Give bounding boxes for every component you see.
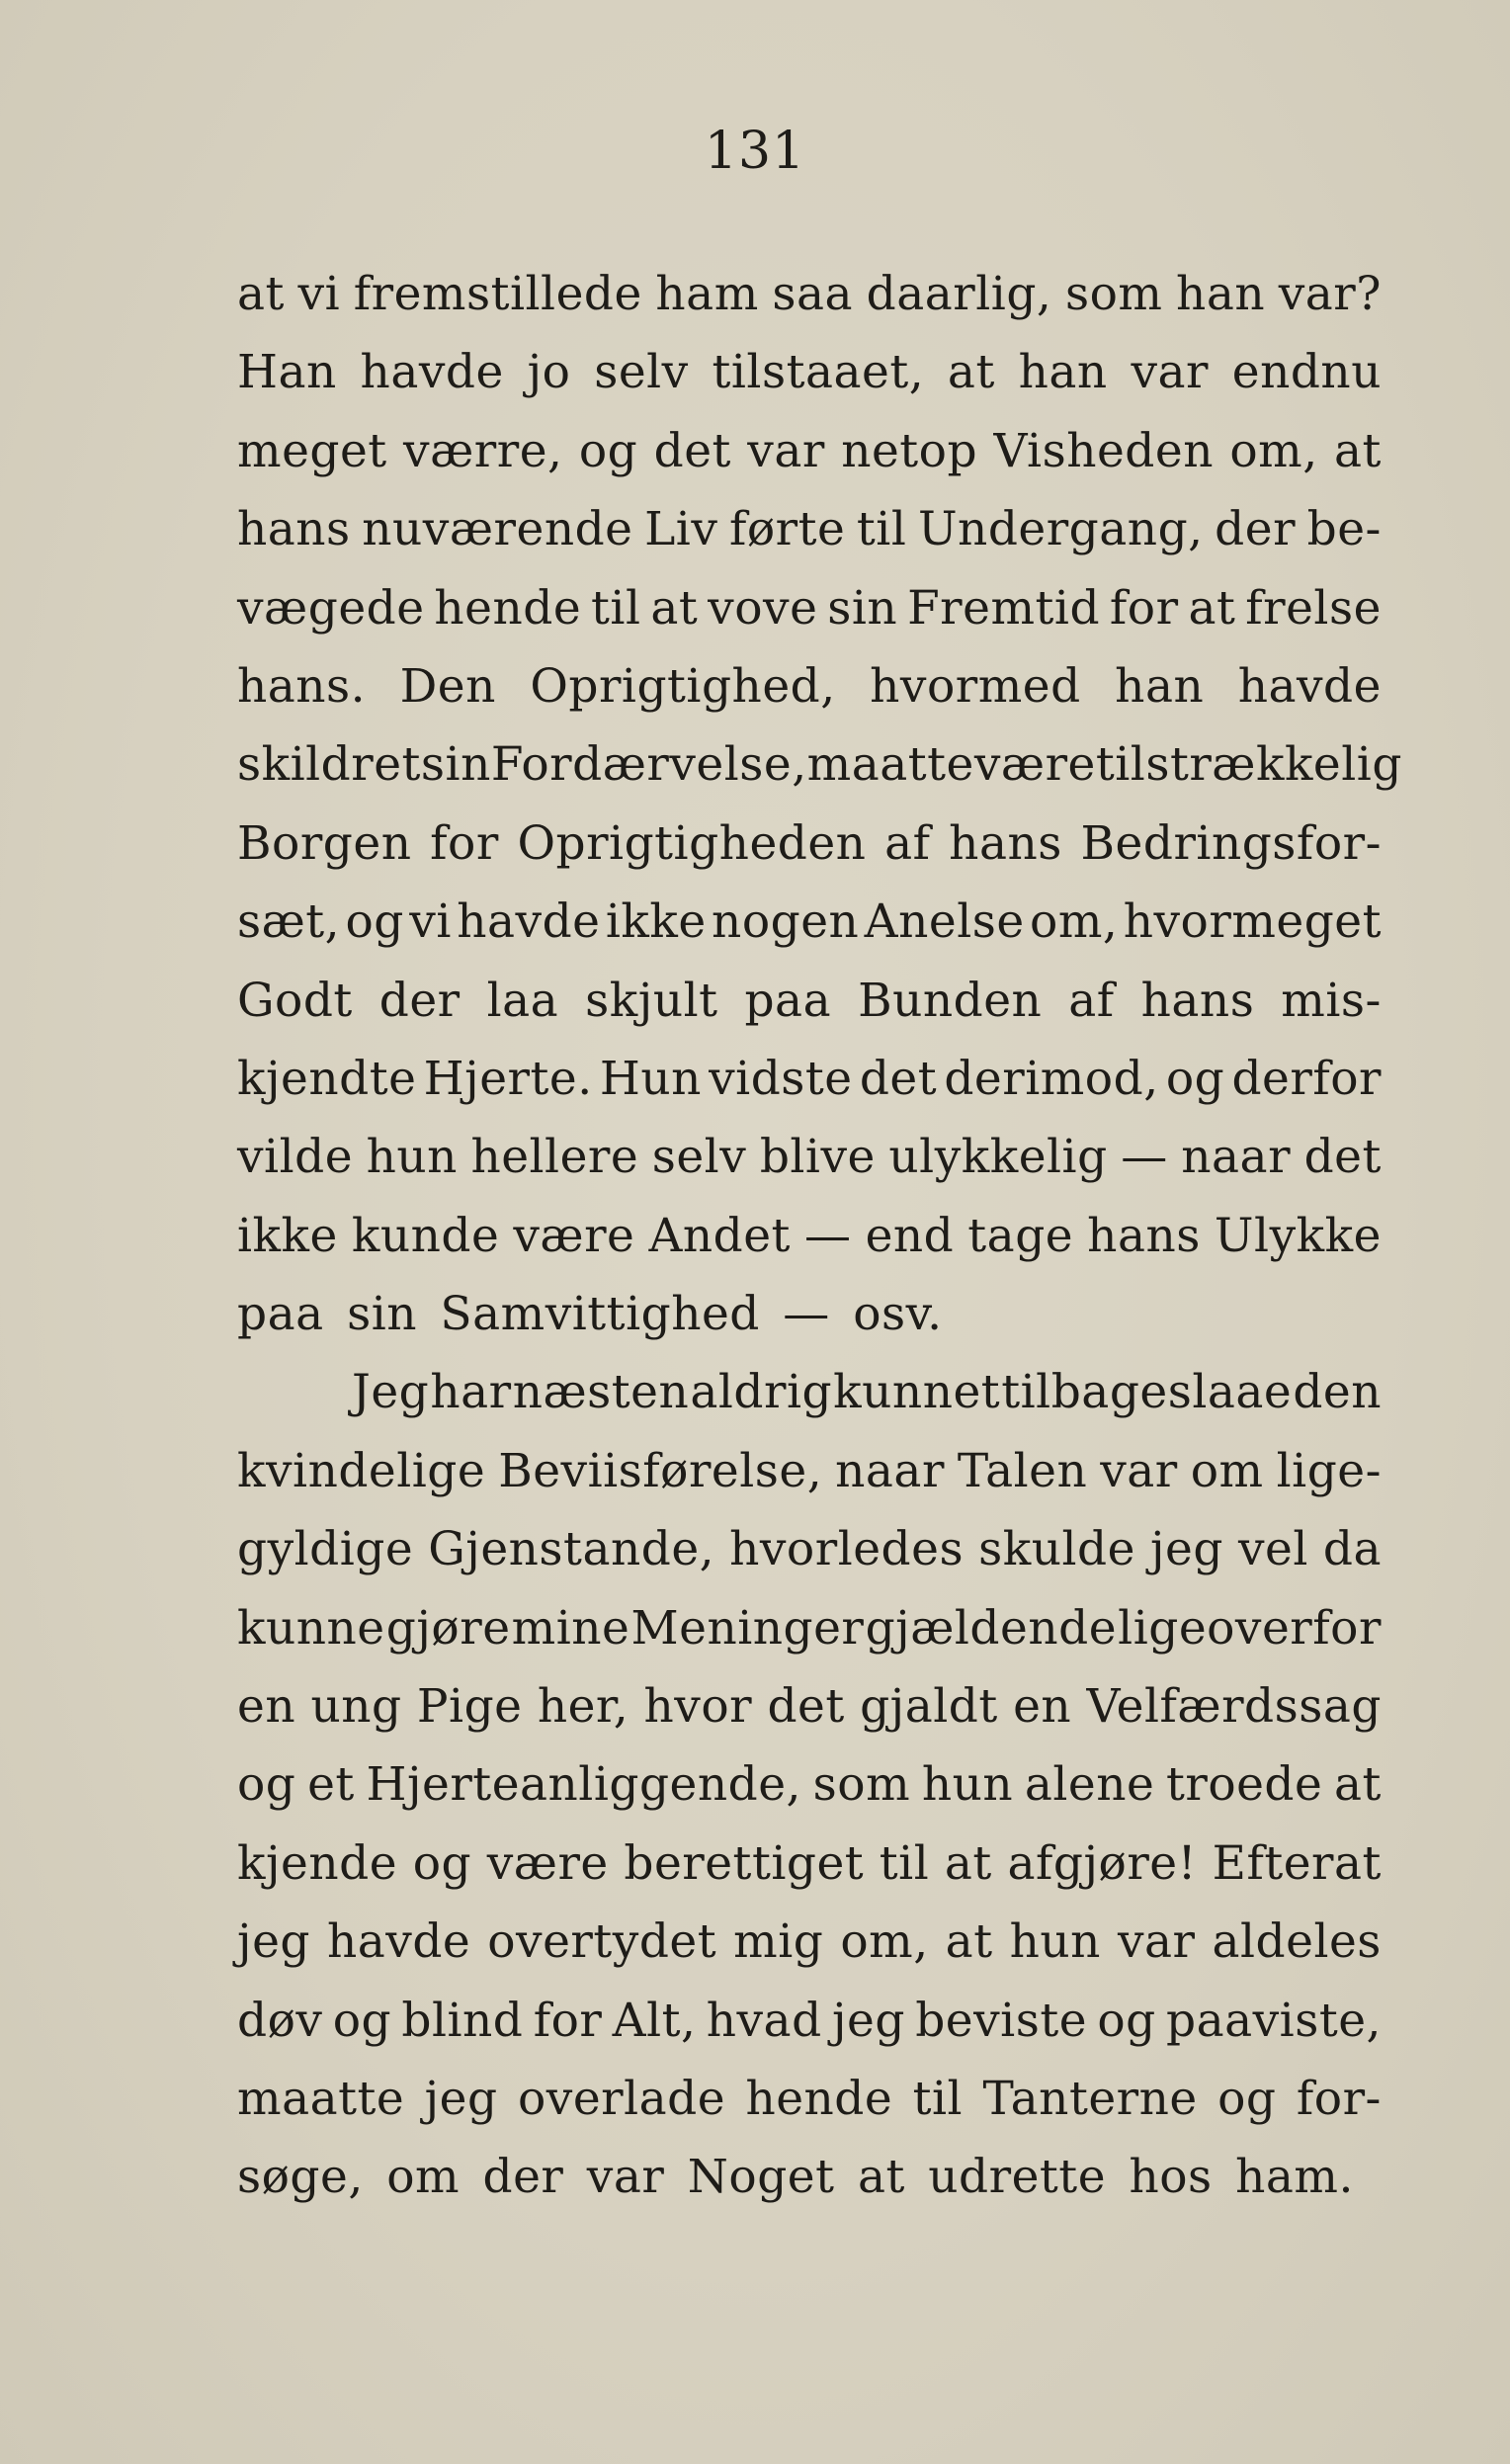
text-line: vægede hende til at vove sin Fremtid for at frelse <box>237 580 1382 636</box>
text-line: jeg havde overtydet mig om, at hun var aldeles <box>237 1914 1382 1970</box>
page-number: 131 <box>704 122 806 181</box>
text-line: sæt, og vi havde ikke nogen Anelse om, hvormeget <box>237 894 1382 950</box>
text-line: en ung Pige her, hvor det gjaldt en Velfærdssag <box>237 1679 1382 1735</box>
text-line: kjende og være berettiget til at afgjøre! Efterat <box>237 1835 1382 1891</box>
text-line: Han havde jo selv tilstaaet, at han var endnu <box>237 345 1382 400</box>
text-line: Jeg har næsten aldrig kunnet tilbageslaae den <box>352 1365 1382 1420</box>
text-line: hans nuværende Liv førte til Undergang, der be- <box>237 502 1382 557</box>
text-line: hans. Den Oprigtighed, hvormed han havde <box>237 658 1382 714</box>
text-line: ikke kunde være Andet — end tage hans Ulykke <box>237 1208 1382 1263</box>
text-line: kvindelige Beviisførelse, naar Talen var om lige- <box>237 1443 1382 1498</box>
text-line: meget værre, og det var netop Visheden om, at <box>237 423 1382 478</box>
text-line: og et Hjerteanliggende, som hun alene troede at <box>237 1757 1382 1813</box>
text-line: gyldige Gjenstande, hvorledes skulde jeg vel da <box>237 1522 1382 1577</box>
text-line: Borgen for Oprigtigheden af hans Bedringsfor- <box>237 815 1382 871</box>
text-line: kjendte Hjerte. Hun vidste det derimod, og derfor <box>237 1051 1382 1106</box>
text-line: døv og blind for Alt, hvad jeg beviste og paaviste, <box>237 1993 1382 2048</box>
text-line: søge, om der var Noget at udrette hos ham. <box>237 2150 1354 2205</box>
text-line: kunne gjøre mine Meninger gjældende ligeoverfor <box>237 1600 1382 1656</box>
text-line: vilde hun hellere selv blive ulykkelig — naar det <box>237 1130 1382 1185</box>
text-line: maatte jeg overlade hende til Tanterne og for- <box>237 2071 1382 2126</box>
text-line: Godt der laa skjult paa Bunden af hans mis- <box>237 973 1382 1028</box>
text-line: at vi fremstillede ham saa daarlig, som han var? <box>237 267 1382 321</box>
text-line: skildret sin Fordærvelse, maatte være tilstrækkelig <box>237 737 1402 793</box>
text-line: paa sin Samvittighed — osv. <box>237 1287 943 1342</box>
body-text <box>237 255 1402 2217</box>
